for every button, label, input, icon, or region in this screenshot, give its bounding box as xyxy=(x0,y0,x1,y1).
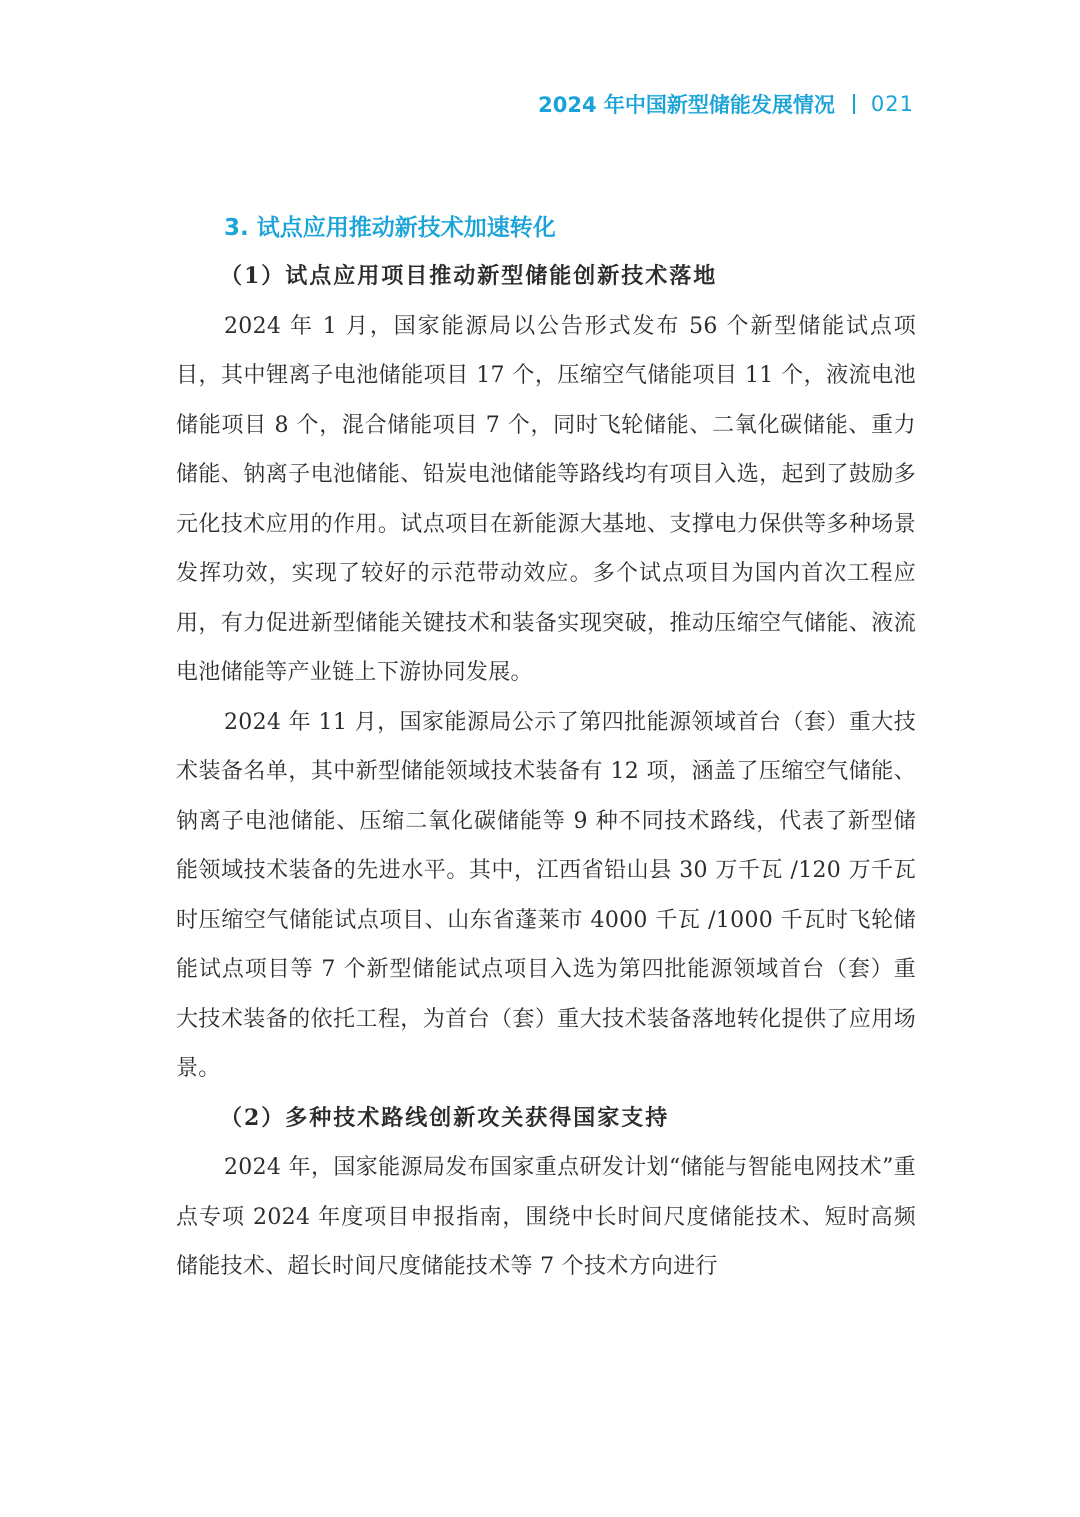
page-body xyxy=(176,204,916,1292)
paragraph-national-rd-program: 2024 年，国家能源局发布国家重点研发计划“储能与智能电网技术”重点专项 2024 年度项目申报指南，围绕中长时间尺度储能技术、短时高频储能技术、超长时间尺度储能技术等 7 个技术方向进行 xyxy=(176,1155,916,1279)
paragraph-pilot-projects: 2024 年 1 月，国家能源局以公告形式发布 56 个新型储能试点项目，其中锂离子电池储能项目 17 个，压缩空气储能项目 11 个，液流电池储能项目 8 个，混合储能项目 7 个，同时飞轮储能、二氧化碳储能、重力储能、钠离子电池储能、铅炭电池储能等路线均有项目入选，起到了鼓励多元化技术应用的作用。试点项目在新能源大基地、支撑电力保供等多种场景发挥功效，实现了较好的示范带动效应。多个试点项目为国内首次工程应用，有力促进新型储能关键技术和装备实现突破，推动压缩空气储能、液流电池储能等产业链上下游协同发展。 xyxy=(176,313,916,685)
subsection-heading-2: （2）多种技术路线创新攻关获得国家支持 xyxy=(220,1104,670,1131)
section-heading: 3. 试点应用推动新技术加速转化 xyxy=(224,215,556,241)
subsection-heading-1: （1）试点应用项目推动新型储能创新技术落地 xyxy=(220,263,718,289)
page-number: 021 xyxy=(870,92,914,116)
paragraph-major-equipment: 2024 年 11 月，国家能源局公示了第四批能源领域首台（套）重大技术装备名单，其中新型储能领域技术装备有 12 项，涵盖了压缩空气储能、钠离子电池储能、压缩二氧化碳储能等 9 种不同技术路线，代表了新型储能领域技术装备的先进水平。其中，江西省铅山县 30 万千瓦 /120 万千瓦时压缩空气储能试点项目、山东省蓬莱市 4000 千瓦 /1000 千瓦时飞轮储能试点项目等 7 个新型储能试点项目入选为第四批能源领域首台（套）重大技术装备的依托工程，为首台（套）重大技术装备落地转化提供了应用场景。 xyxy=(176,709,916,1081)
document-title: 2024 年中国新型储能发展情况 xyxy=(538,93,835,117)
running-header xyxy=(538,86,914,122)
header-divider xyxy=(853,94,855,114)
